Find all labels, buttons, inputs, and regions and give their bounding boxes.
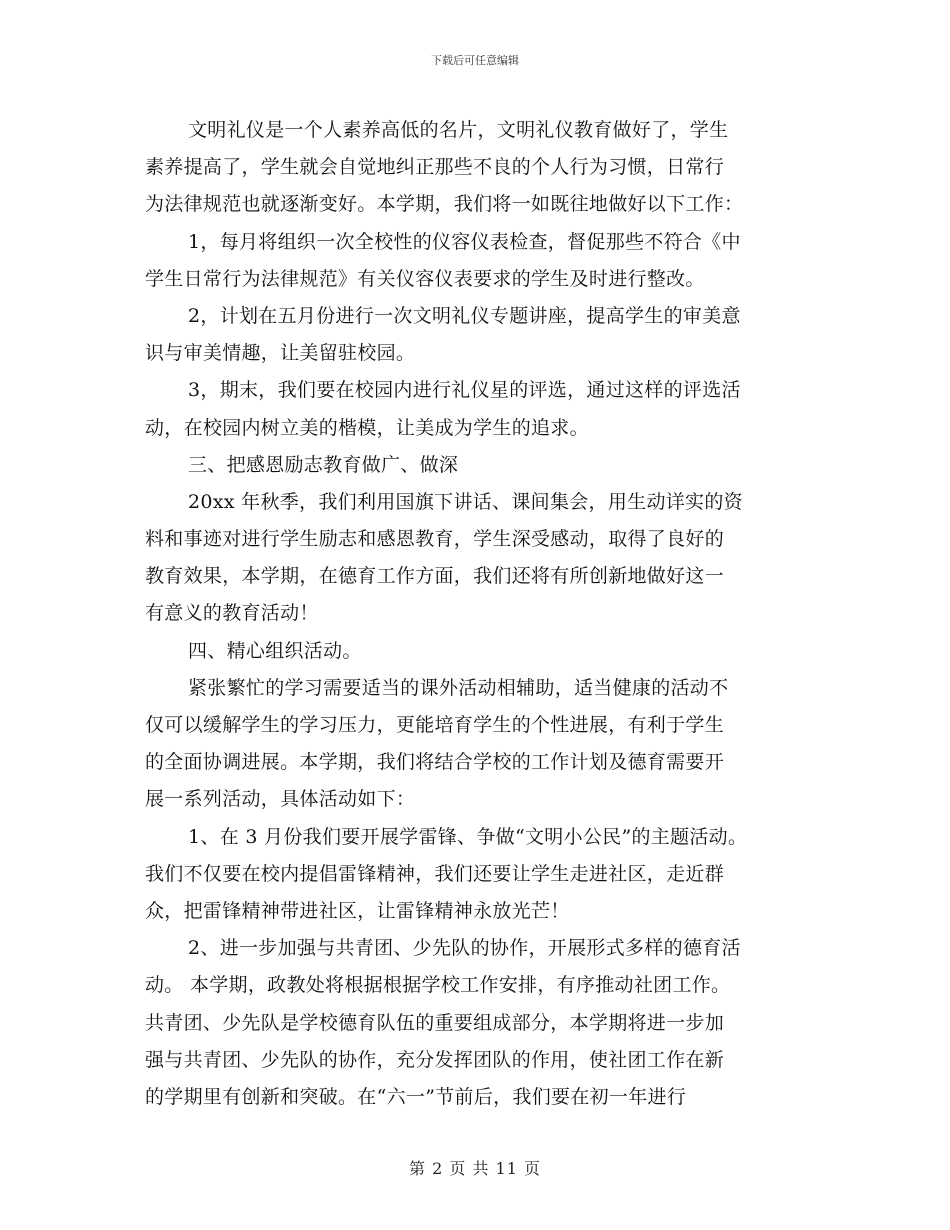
text-line: 识与审美情趣，让美留驻校园。 bbox=[145, 342, 416, 365]
text-line: 素养提高了，学生就会自觉地纠正那些不良的个人行为习惯，日常行 bbox=[145, 156, 725, 179]
text-line: 有意义的教育活动！ bbox=[145, 602, 319, 625]
text-line: 1、在 3 月份我们要开展学雷锋、争做“文明小公民”的主题活动。 bbox=[188, 825, 748, 848]
page-header: 下载后可任意编辑 bbox=[431, 54, 519, 67]
text-line: 教育效果，本学期，在德育工作方面，我们还将有所创新地做好这一 bbox=[145, 565, 725, 588]
text-line: 1，每月将组织一次全校性的仪容仪表检查，督促那些不符合《中 bbox=[188, 230, 741, 253]
text-line: 为法律规范也就逐渐变好。本学期，我们将一如既往地做好以下工作： bbox=[145, 193, 744, 216]
text-line: 学生日常行为法律规范》有关仪容仪表要求的学生及时进行整改。 bbox=[145, 267, 705, 290]
text-line: 紧张繁忙的学习需要适当的课外活动相辅助，适当健康的活动不 bbox=[188, 676, 729, 699]
text-line: 3，期末，我们要在校园内进行礼仪星的评选，通过这样的评选活 bbox=[188, 379, 741, 402]
text-line: 2，计划在五月份进行一次文明礼仪专题讲座，提高学生的审美意 bbox=[188, 304, 741, 327]
text-line: 的学期里有创新和突破。在“六一”节前后，我们要在初一年进行 bbox=[145, 1085, 687, 1108]
text-line: 展一系列活动，具体活动如下： bbox=[145, 788, 416, 811]
text-line: 20xx 年秋季，我们利用国旗下讲话、课间集会，用生动详实的资 bbox=[188, 490, 743, 513]
text-line: 料和事迹对进行学生励志和感恩教育，学生深受感动，取得了良好的 bbox=[145, 528, 725, 551]
text-line: 共青团、少先队是学校德育队伍的重要组成部分，本学期将进一步加 bbox=[145, 1011, 725, 1034]
text-line: 的全面协调进展。本学期，我们将结合学校的工作计划及德育需要开 bbox=[145, 751, 725, 774]
text-line: 2、进一步加强与共青团、少先队的协作，开展形式多样的德育活 bbox=[188, 937, 741, 960]
text-line: 四、精心组织活动。 bbox=[188, 639, 362, 662]
text-line: 三、把感恩励志教育做广、做深 bbox=[188, 453, 459, 476]
text-line: 动，在校园内树立美的楷模，让美成为学生的追求。 bbox=[145, 416, 589, 439]
text-line: 动。 本学期，政教处将根据根据学校工作安排，有序推动社团工作。 bbox=[145, 974, 731, 997]
text-line: 强与共青团、少先队的协作，充分发挥团队的作用，使社团工作在新 bbox=[145, 1048, 725, 1071]
page-footer: 第 2 页 共 11 页 bbox=[409, 1159, 541, 1178]
text-line: 我们不仅要在校内提倡雷锋精神，我们还要让学生走进社区，走近群 bbox=[145, 862, 725, 885]
document-body bbox=[145, 112, 815, 1116]
text-line: 众，把雷锋精神带进社区，让雷锋精神永放光芒！ bbox=[145, 899, 570, 922]
text-line: 文明礼仪是一个人素养高低的名片，文明礼仪教育做好了，学生 bbox=[188, 119, 729, 141]
text-line: 仅可以缓解学生的学习压力，更能培育学生的个性进展，有利于学生 bbox=[145, 714, 725, 736]
